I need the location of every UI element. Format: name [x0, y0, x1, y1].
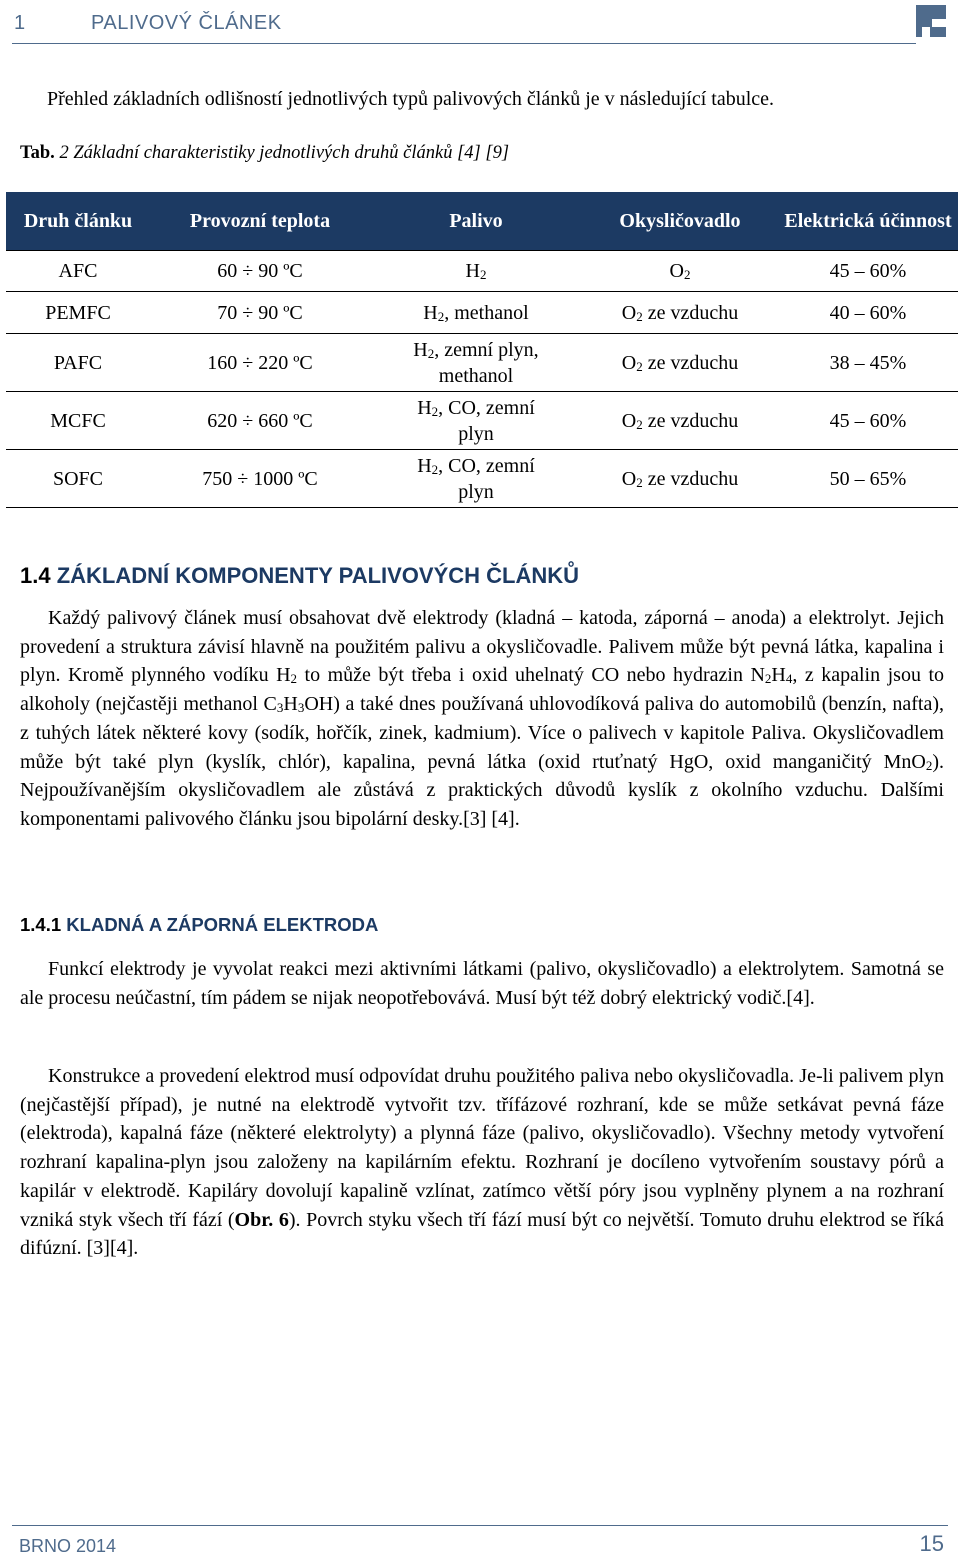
footer-location-year: BRNO 2014: [19, 1536, 117, 1556]
cell-type: AFC: [6, 251, 150, 292]
cell-type: MCFC: [6, 392, 150, 450]
section-title: ZÁKLADNÍ KOMPONENTY PALIVOVÝCH ČLÁNKŮ: [56, 563, 580, 588]
cell-efficiency: 45 – 60%: [778, 392, 958, 450]
cell-oxidant: $O_2$ ze vzduchu: [582, 334, 778, 392]
cell-fuel: $H_2$: [370, 251, 582, 292]
header-cell-type: Druh článku: [6, 192, 150, 251]
header-cell-fuel: Palivo: [370, 192, 582, 251]
footer-rule: [12, 1525, 948, 1526]
section-heading-1-4: [20, 563, 579, 589]
table-row: [6, 392, 958, 450]
page-header: [0, 0, 960, 46]
section-heading-1-4-1: [20, 914, 378, 936]
intro-text: Přehled základních odlišností jednotlivých typů palivových článků je v následující tabulce.: [47, 88, 775, 110]
cell-fuel: $H_2$, CO, zemní plyn: [370, 392, 582, 450]
chapter-title: PALIVOVÝ ČLÁNEK: [91, 12, 282, 34]
subsection-number: 1.4.1: [20, 914, 62, 935]
table-header-row: [6, 192, 958, 251]
cell-efficiency: 50 – 65%: [778, 450, 958, 508]
cell-fuel: $H_2$, zemní plyn, methanol: [370, 334, 582, 392]
cell-oxidant: $O_2$ ze vzduchu: [582, 450, 778, 508]
cell-type: SOFC: [6, 450, 150, 508]
paragraph-components-text: Každý palivový článek musí obsahovat dvě elektrody (kladná – katoda, záporná – anoda) a elektrolyt. Jejich provedení a struktura závisí hlavně na použitém palivu a okysličovadle. Palivem může být pevná látka, kapalina i plyn. Kromě plynného vodíku $H_2$ to může být třeba i oxid uhelnatý CO nebo hydrazin $N_2H_4$, z kapalin jsou to alkoholy (nejčastěji methanol $C_3H_3OH$) a také dnes používaná uhlovodíková paliva do automobilů (benzín, nafta), z tuhých látek některé kovy (sodík, hořčík, zinek, kadmium). Více o palivech v kapitole Paliva. Okysličovadlem může být také plyn (kyslík, chlór), kapalina, pevná látka (oxid rtuťnatý HgO, oxid manganičitý MnO$_2$). Nejpoužívanějším okysličovadlem ale zůstává z praktických důvodů kyslík z okolního vzduchu. Dalšími komponentami palivového článku jsou bipolární desky.[3] [4].: [20, 607, 944, 830]
table-row: [6, 334, 958, 392]
page-footer: [0, 1520, 960, 1561]
header-cell-efficiency: Elektrická účinnost: [778, 192, 958, 251]
fuel-cell-table: [6, 192, 958, 508]
paragraph-electrode-function: [20, 955, 944, 1012]
cell-temperature: 750 ÷ 1000 ºC: [150, 450, 370, 508]
table-caption-text: 2 Základní charakteristiky jednotlivých druhů článků [4] [9]: [59, 143, 510, 163]
table-caption: [20, 143, 509, 164]
header-cell-temperature: Provozní teplota: [150, 192, 370, 251]
cell-efficiency: 40 – 60%: [778, 292, 958, 334]
paragraph-components: [20, 604, 944, 834]
paragraph-electrode-function-text: Funkcí elektrody je vyvolat reakci mezi aktivními látkami (palivo, okysličovadlo) a elektrolytem. Samotná se ale procesu neúčastní, tím pádem se nijak neopotřebovává. Musí být též dobrý elektrický vodič.[4].: [20, 958, 944, 1009]
section-number: 1.4: [20, 563, 51, 588]
cell-fuel: $H_2$, methanol: [370, 292, 582, 334]
paragraph-electrode-construction: [20, 1062, 944, 1263]
subsection-title: KLADNÁ A ZÁPORNÁ ELEKTRODA: [66, 914, 379, 935]
cell-type: PAFC: [6, 334, 150, 392]
paragraph-electrode-construction-text: Konstrukce a provedení elektrod musí odpovídat druhu použitého paliva nebo okysličovadla. Je-li palivem plyn (nejčastější případ), je nutné na elektrodě vytvořit tzv. třífázové rozhraní, kde se může setkávat pevná fáze (elektroda), kapalná fáze (některé elektrolyty) a plynná fáze (palivo, okysličovadlo). Všechny metody vytvoření rozhraní kapalina-plyn jsou založeny na kapilárním efektu. Rozhraní je docíleno vytvořením soustavy pórů a kapilár v elektrodě. Kapiláry dovolují kapalině vzlínat, zatímco větší póry jsou vyplněny plynem a na rozhraní vzniká styk všech tří fází (Obr. 6). Povrch styku všech tří fází musí být co největší. Tomuto druhu elektrod se říká difúzní. [3][4].: [20, 1065, 944, 1260]
cell-oxidant: $O_2$ ze vzduchu: [582, 392, 778, 450]
header-cell-oxidant: Okysličovadlo: [582, 192, 778, 251]
cell-oxidant: $O_2$ ze vzduchu: [582, 292, 778, 334]
cell-fuel: $H_2$, CO, zemní plyn: [370, 450, 582, 508]
header-rule: [12, 43, 916, 44]
cell-temperature: 160 ÷ 220 ºC: [150, 334, 370, 392]
table-row: [6, 251, 958, 292]
chapter-number: 1: [14, 12, 26, 34]
table-row: [6, 292, 958, 334]
cell-temperature: 70 ÷ 90 ºC: [150, 292, 370, 334]
cell-temperature: 620 ÷ 660 ºC: [150, 392, 370, 450]
table-caption-label: Tab.: [20, 143, 55, 163]
cell-oxidant: $O_2$: [582, 251, 778, 292]
cell-type: PEMFC: [6, 292, 150, 334]
cell-temperature: 60 ÷ 90 ºC: [150, 251, 370, 292]
university-logo-icon: [916, 5, 946, 37]
table-row: [6, 450, 958, 508]
cell-efficiency: 38 – 45%: [778, 334, 958, 392]
page-number: 15: [919, 1531, 944, 1556]
cell-efficiency: 45 – 60%: [778, 251, 958, 292]
